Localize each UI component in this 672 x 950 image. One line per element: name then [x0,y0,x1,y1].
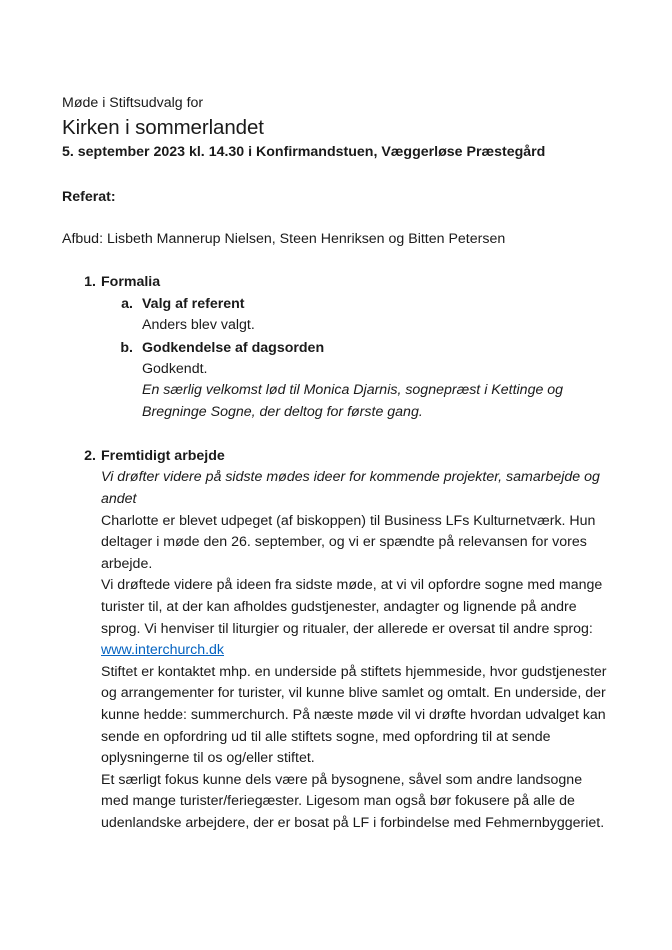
list-marker: 2. [84,448,96,465]
agenda-subitem-heading: Valg af referent [142,296,245,312]
list-marker: b. [120,339,133,356]
page-title: Kirken i sommerlandet [62,116,264,139]
agenda-subitem-body: Godkendt. [142,360,208,377]
agenda-paragraph-with-link [101,575,610,661]
section-label-referat: Referat: [62,189,116,205]
agenda-list [62,271,610,834]
agenda-paragraph-charlotte: Charlotte er blevet udpeget (af biskoppen) til Business LFs Kulturnetværk. Hun deltager i møde den 26. september, og vi er spændte på relevansen for vores arbejde. [101,512,596,572]
spacer [62,250,610,271]
agenda-item-heading: Formalia [101,274,161,290]
interchurch-link[interactable]: www.interchurch.dk [101,642,225,659]
document-header [62,93,610,163]
agenda-subitem-valg-af-referent [101,293,610,337]
agenda-paragraph-stiftet: Stiftet er kontaktet mhp. en underside på stiftets hjemmeside, hvor gudstjenester og arrangementer for turister, vil kunne blive samlet og omtalt. En underside, der kunne hedde: summerchurch. På næste møde vil vi drøfte hvordan udvalget kan sende en opfordring ud til alle stiftets sogne, med opfordring til at sende oplysningerne til os og/eller stiftet. [101,663,607,767]
spacer [62,163,610,187]
meeting-kicker: Møde i Stiftsudvalg for [62,95,204,111]
paragraph-text: Vi drøftede videre på ideen fra sidste møde, at vi vil opfordre sogne med mange turister til, at der kan afholdes gudstjenester, andagter og lignende på andre sprog. Vi henviser til liturgier og ritualer, der allerede er oversat til andre sprog: [101,577,603,637]
agenda-paragraph-fokus: Et særligt fokus kunne dels være på bysognene, såvel som andre landsogne med mange turister/feriegæster. Ligesom man også bør fokusere på alle de udenlandske arbejdere, der er bosat på LF i forbindelse med Fehmernbyggeriet. [101,771,605,831]
absentees-line: Afbud: Lisbeth Mannerup Nielsen, Steen Henriksen og Bitten Petersen [62,231,506,247]
agenda-subitem-godkendelse-af-dagsorden [101,337,610,424]
agenda-sublist [101,293,610,423]
agenda-item-intro: Vi drøfter videre på sidste mødes ideer for kommende projekter, samarbejde og andet [101,469,600,507]
meeting-datetime-location: 5. september 2023 kl. 14.30 i Konfirmandstuen, Væggerløse Præstegård [62,144,546,160]
list-marker: 1. [84,274,96,290]
agenda-item-formalia [62,271,610,423]
agenda-subitem-note: En særlig velkomst lød til Monica Djarnis, sognepræst i Kettinge og Bregninge Sogne, der deltog for første gang. [142,382,564,420]
agenda-subitem-body: Anders blev valgt. [142,317,255,333]
agenda-subitem-heading: Godkendelse af dagsorden [142,339,325,356]
agenda-item-fremtidigt-arbejde [62,445,610,834]
agenda-item-heading: Fremtidigt arbejde [101,448,225,465]
list-marker: a. [121,296,133,312]
spacer [62,208,610,229]
